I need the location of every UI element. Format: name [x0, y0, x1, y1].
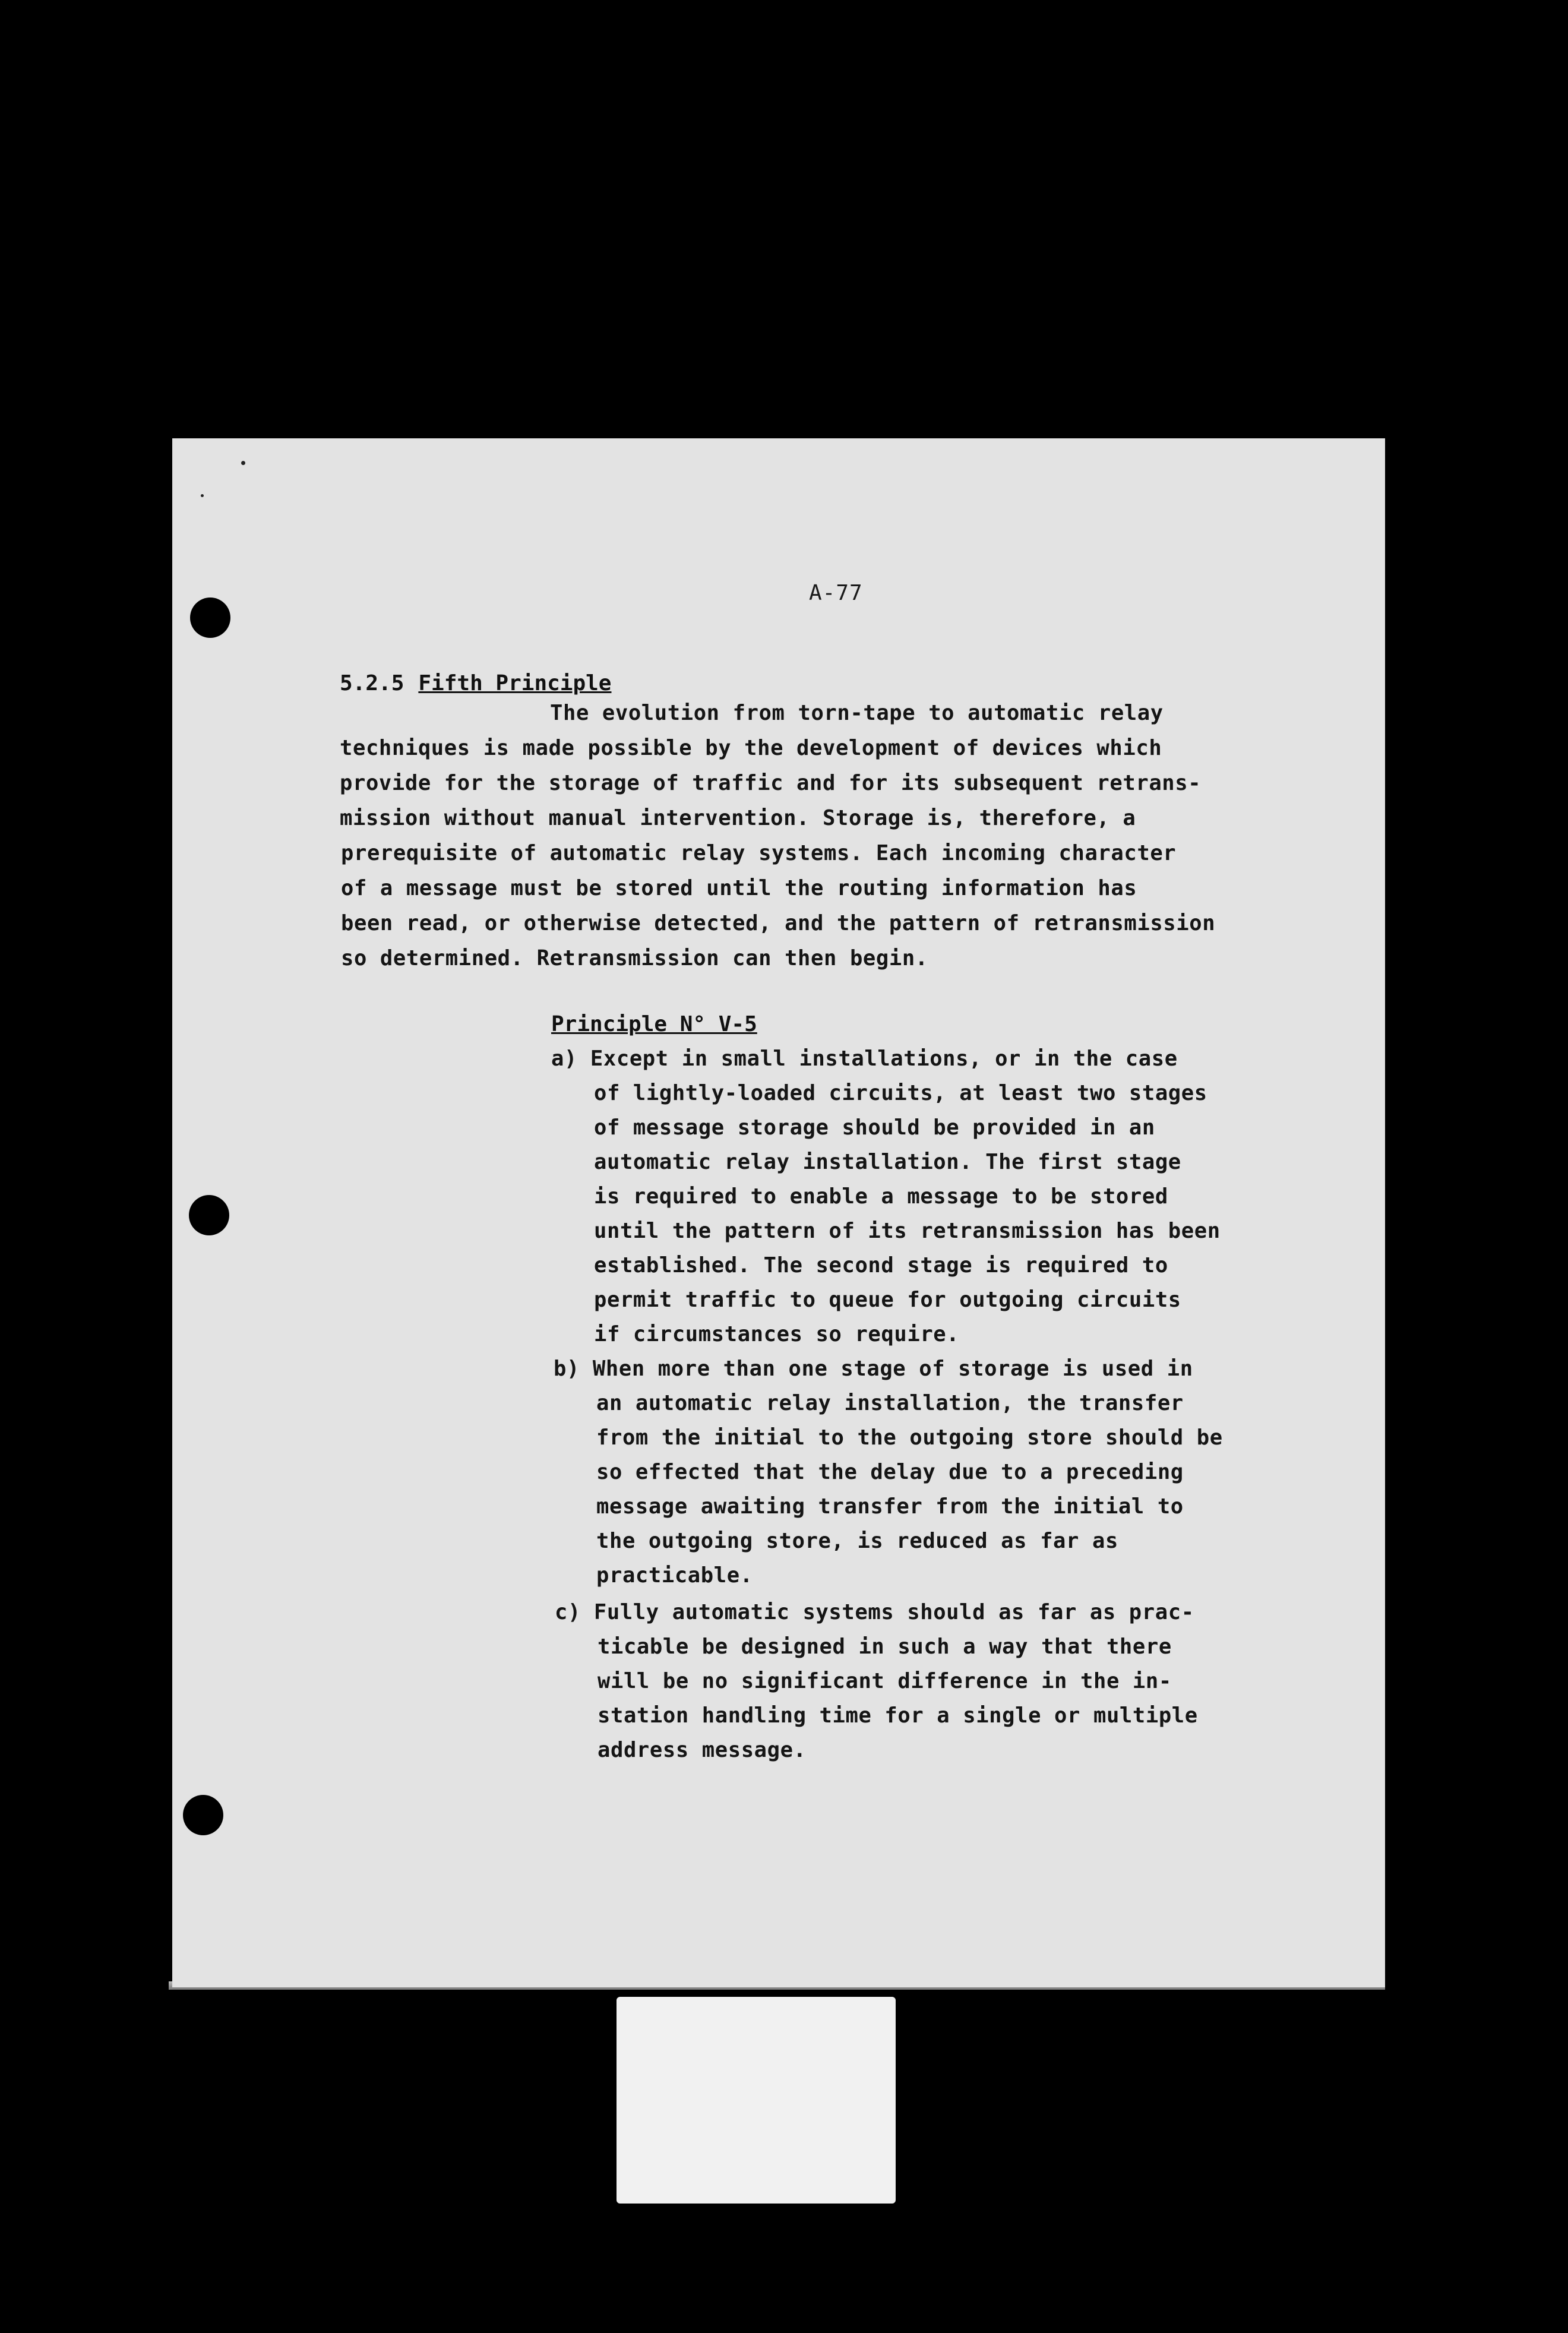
item-a-line: until the pattern of its retransmission has been: [594, 1219, 1221, 1243]
section-number: 5.2.5: [340, 671, 404, 696]
item-b-line: b) When more than one stage of storage is used in: [554, 1357, 1193, 1381]
item-b-line: from the initial to the outgoing store should be: [596, 1425, 1223, 1450]
item-a-line: if circumstances so require.: [594, 1322, 960, 1346]
item-a-line: established. The second stage is required to: [594, 1253, 1168, 1278]
item-a-line: of lightly-loaded circuits, at least two stages: [594, 1081, 1207, 1105]
item-a-line: of message storage should be provided in an: [594, 1115, 1155, 1140]
paragraph-line: been read, or otherwise detected, and the pattern of retransmission: [341, 911, 1216, 935]
punch-hole-middle: [189, 1195, 229, 1235]
punch-hole-bottom: [183, 1795, 223, 1835]
paragraph-line: The evolution from torn-tape to automatic relay: [550, 701, 1164, 725]
section-title: Fifth Principle: [418, 671, 612, 696]
blank-card: [617, 1997, 896, 2204]
paragraph-line: so determined. Retransmission can then begin.: [341, 946, 928, 970]
item-c-line: address message.: [598, 1738, 807, 1762]
item-b-line: the outgoing store, is reduced as far as: [596, 1529, 1118, 1553]
paper-speck: [201, 494, 204, 497]
item-b-line: an automatic relay installation, the transfer: [596, 1391, 1184, 1415]
principle-heading: Principle N° V-5: [551, 1012, 757, 1036]
item-b-line: so effected that the delay due to a preceding: [596, 1460, 1184, 1484]
item-b-line: practicable.: [596, 1563, 753, 1588]
item-a-line: a) Except in small installations, or in the case: [551, 1047, 1178, 1071]
item-c-line: station handling time for a single or multiple: [598, 1703, 1198, 1728]
punch-hole-top: [190, 598, 230, 638]
item-c-line: c) Fully automatic systems should as far as prac-: [555, 1600, 1194, 1624]
paragraph-line: techniques is made possible by the development of devices which: [340, 736, 1162, 760]
item-c-line: ticable be designed in such a way that there: [598, 1635, 1172, 1659]
item-a-line: automatic relay installation. The first stage: [594, 1150, 1181, 1174]
paragraph-line: prerequisite of automatic relay systems. Each incoming character: [341, 841, 1177, 865]
paragraph-line: of a message must be stored until the routing information has: [341, 876, 1137, 900]
paper-speck: [241, 461, 245, 465]
item-c-line: will be no significant difference in the in-: [598, 1669, 1172, 1693]
item-a-line: is required to enable a message to be stored: [594, 1184, 1168, 1209]
item-a-line: permit traffic to queue for outgoing circuits: [594, 1288, 1181, 1312]
item-b-line: message awaiting transfer from the initial to: [596, 1494, 1184, 1519]
page-number: A-77: [809, 581, 863, 605]
paragraph-line: provide for the storage of traffic and for its subsequent retrans-: [340, 771, 1202, 795]
section-heading: [340, 671, 611, 696]
paragraph-line: mission without manual intervention. Storage is, therefore, a: [340, 806, 1136, 830]
